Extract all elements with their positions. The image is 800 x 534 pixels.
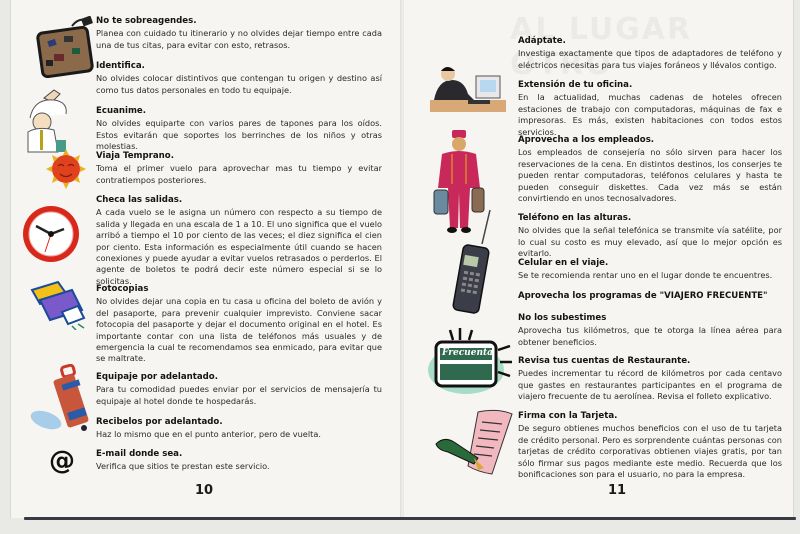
- tip-equipaje-por-adelantado: [96, 372, 382, 407]
- tip-title: E-mail donde sea.: [96, 449, 183, 459]
- tip-body: En la actualidad, muchas cadenas de hoteles ofrecen estaciones de trabajo con computadoras, máquinas de fax e impresoras. Es más, existen habitaciones con todos estos servicios.: [518, 92, 782, 137]
- tip-title: Checa las salidas.: [96, 195, 183, 205]
- tip-body: Se te recomienda rentar uno en el lugar donde te encuentres.: [518, 270, 773, 281]
- tip-title: Celular en el viaje.: [518, 258, 609, 268]
- clock-icon: [20, 204, 82, 264]
- tip-title: Fotocopias: [96, 284, 149, 294]
- tip-body: Investiga exactamente que tipos de adaptadores de teléfono y eléctricos necesitas para tus viajes foráneos y llévalos contigo.: [518, 48, 782, 70]
- tip-body: No olvides equiparte con varios pares de tapones para los oídos. Estos evitarán que soportes los berrinches de los niños y otras molestias.: [96, 118, 382, 152]
- card-label: Frecuenta: [442, 348, 493, 358]
- tip-firma-con-la-tarjeta: [518, 411, 782, 480]
- page-edge-shadow: [24, 517, 796, 520]
- at-sign-icon: [48, 446, 76, 474]
- tip-title: No te sobreagendes.: [96, 16, 197, 26]
- tip-title: Equipaje por adelantado.: [96, 372, 218, 382]
- pen-scroll-icon: [432, 408, 516, 480]
- tip-title: Adáptate.: [518, 36, 566, 46]
- tip-viajero-frecuente: [518, 291, 782, 303]
- tip-title: Teléfono en las alturas.: [518, 213, 632, 223]
- tip-ecuanime: [96, 106, 382, 153]
- tip-revisa-tus-cuentas: [518, 356, 782, 403]
- sun-icon: [42, 146, 92, 192]
- tip-recibelos-por-adelantado: [96, 417, 382, 441]
- tip-aprovecha-a-los-empleados: [518, 135, 782, 204]
- tip-viaja-temprano: [96, 151, 382, 186]
- tip-title: Aprovecha los programas de "VIAJERO FRECUENTE": [518, 291, 768, 301]
- cellphone-icon: [448, 208, 500, 314]
- tip-body: A cada vuelo se le asigna un número con respecto a su tiempo de salida y llegada en una escala de 1 a 10. El uno significa que el vuelo arribó a tiempo el 10 por ciento de las veces; el diez significa el cien por ciento. Esta información es especialmente útil cuando se hacen conexiones y puede ayudar a evitar vuelos retrasados o perderlos. El agente de boletos te podrá decir este número especial si se lo solicitas.: [96, 207, 382, 286]
- tip-body: Verifica que sitios te prestan este servicio.: [96, 461, 270, 472]
- tip-telefono-en-las-alturas: [518, 213, 782, 260]
- tip-body: No olvides que la señal telefónica se transmite vía satélite, por lo cual su costo es muy elevado, así que lo mejor opción es evitarlo.: [518, 225, 782, 259]
- tip-body: Toma el primer vuelo para aprovechar mas tu tiempo y evitar contratiempos posteriores.: [96, 163, 382, 185]
- tip-identifica: [96, 61, 382, 96]
- suitcase-icon: [34, 16, 94, 78]
- tip-title: Identifica.: [96, 61, 145, 71]
- tip-adaptate: [518, 36, 782, 71]
- tip-title: Revisa tus cuentas de Restaurante.: [518, 356, 691, 366]
- tip-title: Recibelos por adelantado.: [96, 417, 223, 427]
- page-number-right: 11: [608, 483, 627, 498]
- tip-title: Aprovecha a los empleados.: [518, 135, 655, 145]
- svg-text:@: @: [49, 446, 75, 474]
- tip-celular-en-el-viaje: [518, 258, 782, 282]
- tip-no-los-subestimes: [518, 313, 782, 348]
- tip-fotocopias: [96, 284, 382, 365]
- tip-body: De seguro obtienes muchos beneficios con el uso de tu tarjeta de crédito personal. Pero es sorprendente cuántas personas con tarjetas de crédito corporativas obtienen viajes gratis, por tan sólo firmar sus pagos mediante este medio. Recuerda que los bonificaciones son para el usuario, no para la empresa.: [518, 423, 782, 480]
- tip-body: Haz lo mismo que en el punto anterior, pero de vuelta.: [96, 429, 321, 440]
- photocopier-icon: [28, 280, 88, 330]
- tip-body: No olvides colocar distintivos que contengan tu origen y destino así como tus datos personales en todo tu equipaje.: [96, 73, 382, 95]
- frequent-card-icon: [426, 326, 518, 398]
- tip-checa-las-salidas: [96, 195, 382, 287]
- luggage-cart-icon: [28, 364, 98, 436]
- tip-no-te-sobreagendes: [96, 16, 382, 51]
- tip-title: Ecuanime.: [96, 106, 146, 116]
- tip-body: Aprovecha tus kilómetros, que te otorga la línea aérea para obtener beneficios.: [518, 325, 782, 347]
- tip-extension-de-tu-oficina: [518, 80, 782, 138]
- tip-title: No los subestimes: [518, 313, 607, 323]
- tip-body: No olvides dejar una copia en tu casa u oficina del boleto de avión y del pasaporte, para prevenir cualquier imprevisto. Conviene sacar fotocopia del pasaporte y dejar el documento original en el hotel. Es importante contar con una lista de teléfonos más usuales y de emergencia la cual te recomendamos sea enmicado, para evitar que se maltrate.: [96, 296, 382, 364]
- tip-body: Planea con cuidado tu itinerario y no olvides dejar tiempo entre cada una de tus citas, para evitar con esto, retrasos.: [96, 28, 382, 50]
- tip-body: Para tu comodidad puedes enviar por el servicios de mensajería tu equipaje al hotel donde te hospedarás.: [96, 384, 382, 406]
- page-number-left: 10: [195, 483, 214, 498]
- office-worker-icon: [428, 62, 508, 114]
- tip-email-donde-sea: [96, 449, 382, 473]
- tip-body: Los empleados de consejería no sólo sirven para hacer los reservaciones de la cena. En distintos destinos, los conserjes te pueden rentar computadoras, teléfonos celulares y hasta te pueden conseguir diskettes. Cada vez más se están convirtiendo en unos tecnosalvadores.: [518, 147, 782, 204]
- tip-title: Viaja Temprano.: [96, 151, 174, 161]
- stressed-man-icon: [24, 88, 76, 154]
- tip-title: Firma con la Tarjeta.: [518, 411, 618, 421]
- tip-body: Puedes incrementar tu récord de kilómetros por cada centavo que gastes en restaurantes participantes en el programa de viajero frecuente de tu aerolínea. Revisa el folleto explicativo.: [518, 368, 782, 402]
- tip-title: Extensión de tu oficina.: [518, 80, 633, 90]
